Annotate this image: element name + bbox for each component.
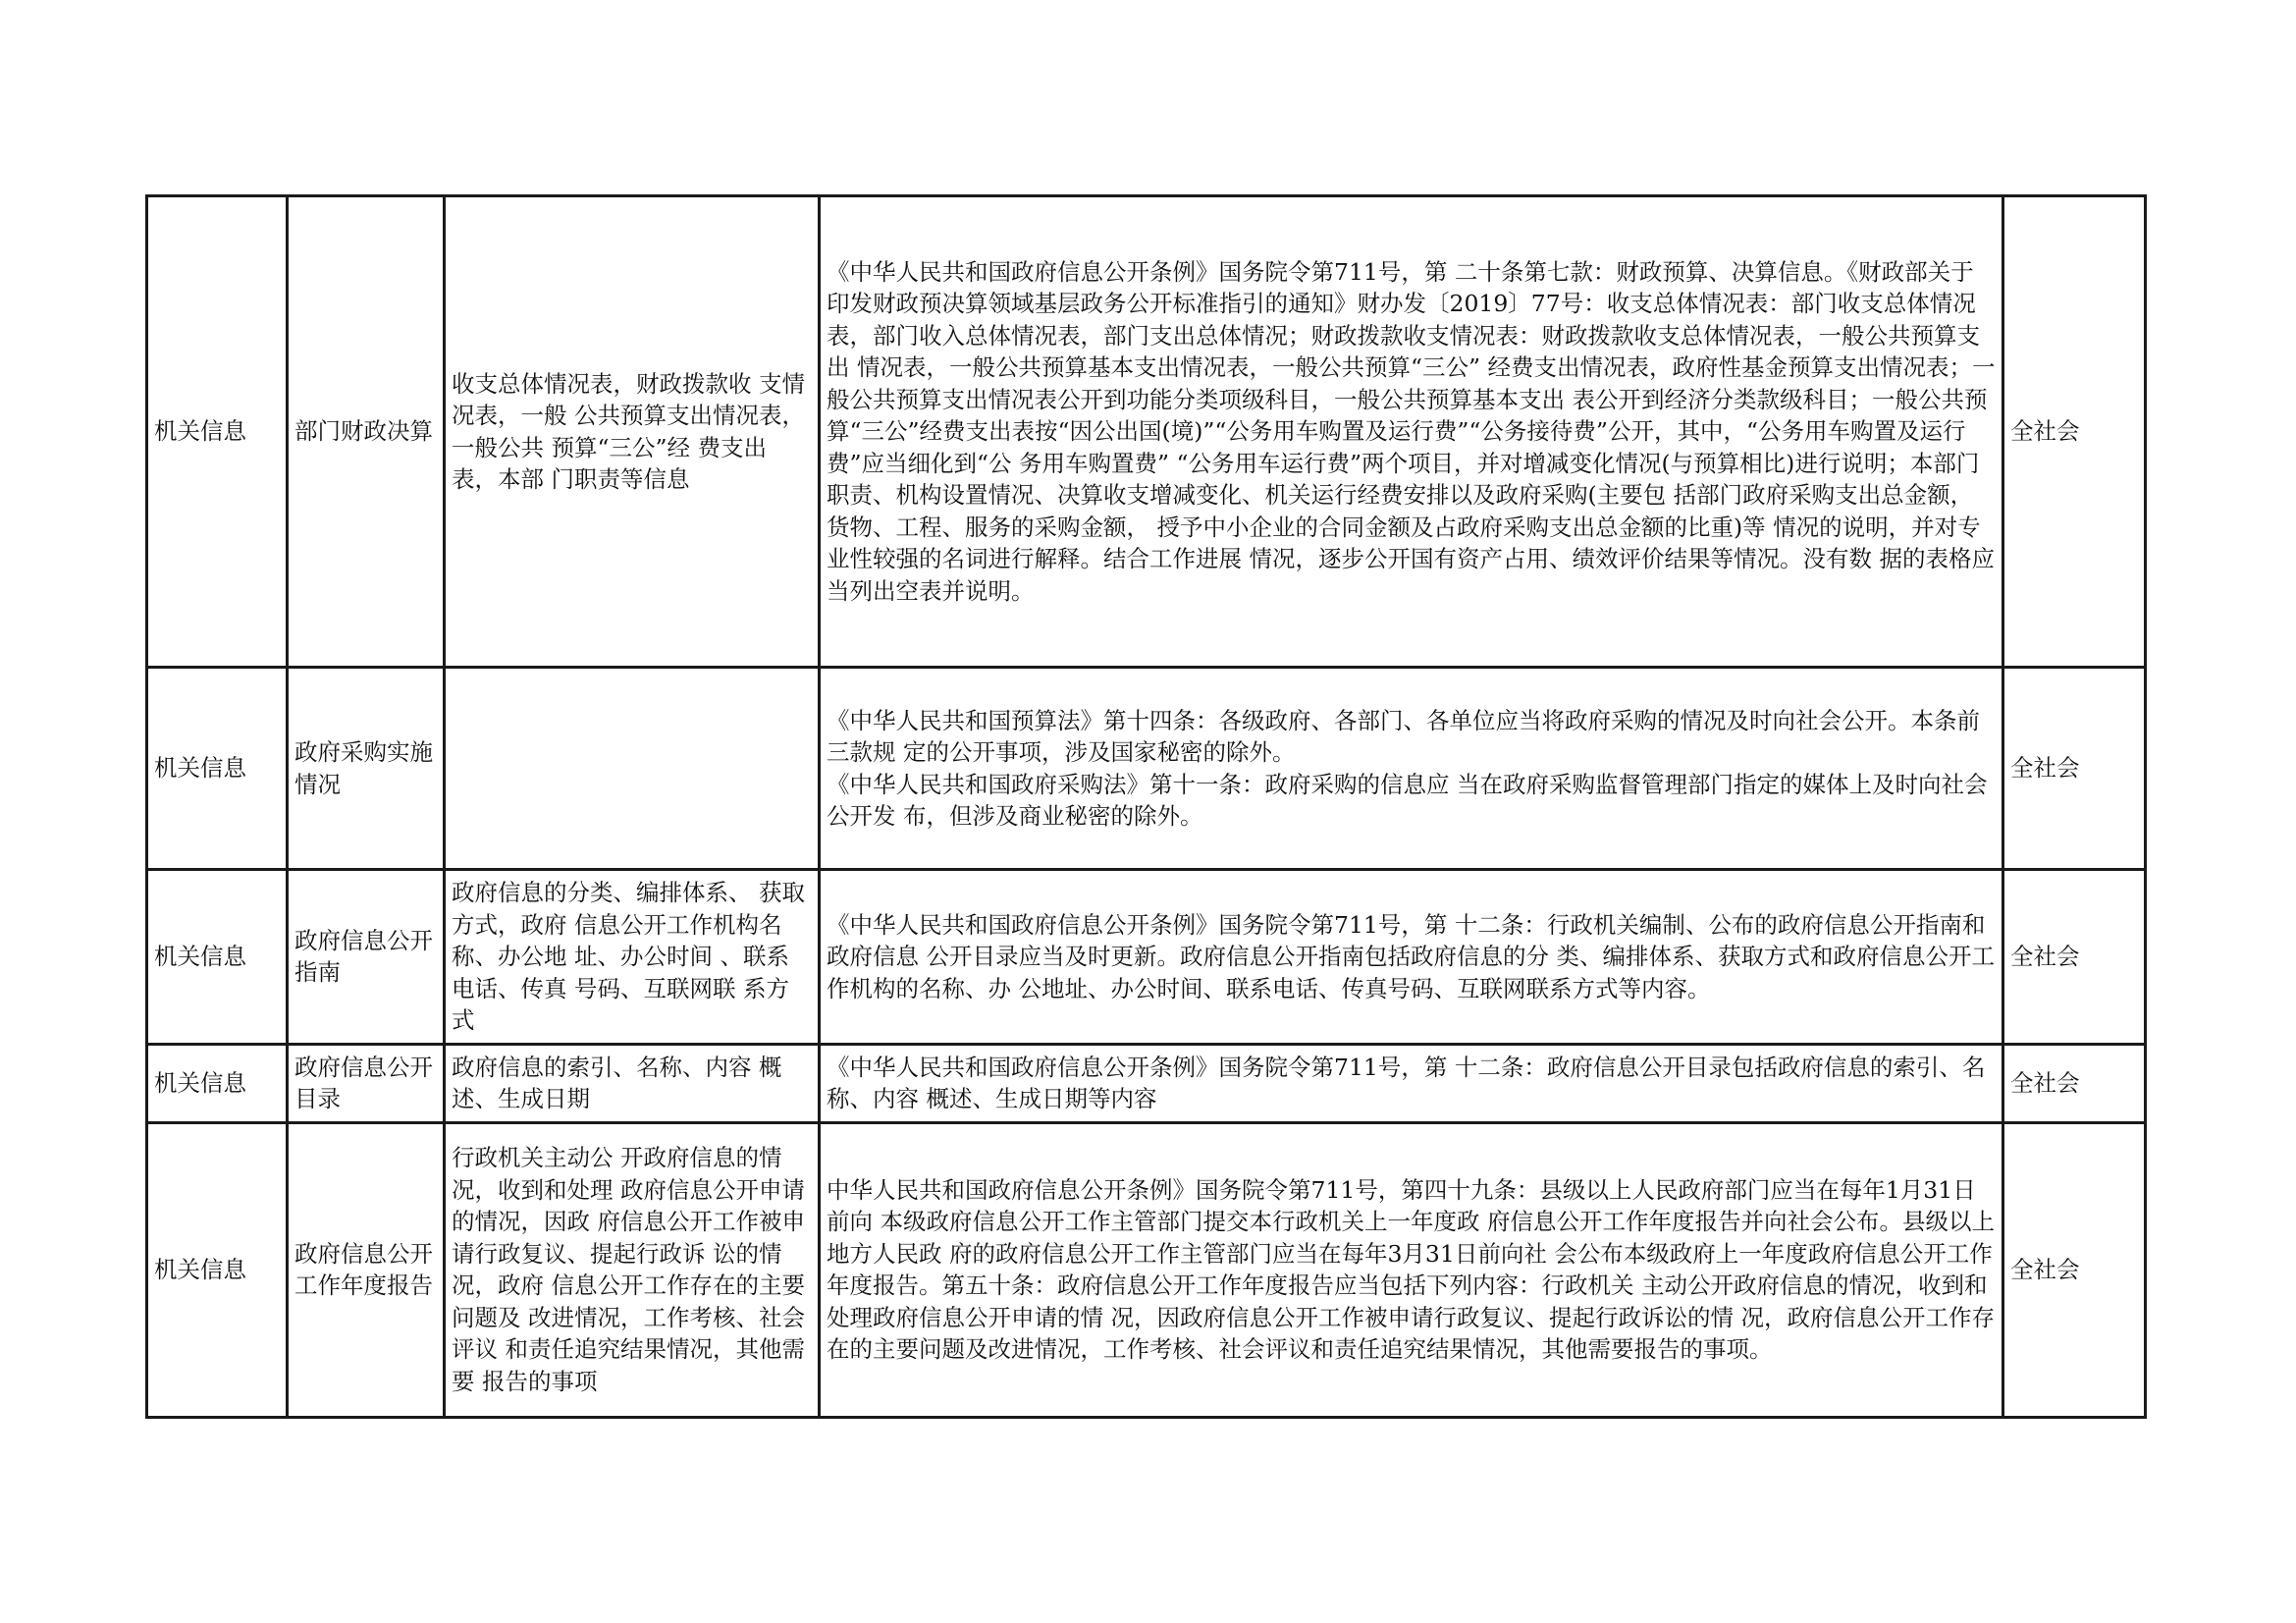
content-cell: 收支总体情况表，财政拨款收 支情况表，一般 公共预算支出情况表，一般公共 预算“三公”经 费支出表，本部 门职责等信息: [445, 196, 820, 668]
category-cell: 机关信息: [147, 196, 288, 668]
scope-cell: 全社会: [2003, 668, 2146, 870]
basis-cell: [820, 1122, 2003, 1417]
basis-cell: [820, 196, 2003, 668]
table-row: [147, 668, 2146, 870]
item-cell: 政府信息公开工作年度报告: [288, 1122, 445, 1417]
table-row: [147, 1044, 2146, 1122]
scope-cell: 全社会: [2003, 1044, 2146, 1122]
table-row: [147, 196, 2146, 668]
content-cell: 政府信息的索引、名称、内容 概述、生成日期: [445, 1044, 820, 1122]
basis-cell: [820, 1044, 2003, 1122]
basis-text: 《中华人民共和国政府信息公开条例》国务院令第711号，第 十二条：行政机关编制、公布的政府信息公开指南和政府信息 公开目录应当及时更新。政府信息公开指南包括政府信息的分 类、编排体系、获取方式和政府信息公开工作机构的名称、办 公地址、办公时间、联系电话、传真号码、互联网联系方式等内容。: [827, 910, 1995, 1002]
basis-text: 《中华人民共和国政府信息公开条例》国务院令第711号，第 二十条第七款：财政预算、决算信息。《财政部关于印发财政预决算领域基层政务公开标准指引的通知》财办发〔2019〕77号：收支总体情况表：部门收支总体情况表，部门收入总体情况表，部门支出总体情况；财政拨款收支情况表：财政拨款收支总体情况表，一般公共预算支出 情况表，一般公共预算基本支出情况表，一般公共预算“三公” 经费支出情况表，政府性基金预算支出情况表；一般公共预算支出情况表公开到功能分类项级科目，一般公共预算基本支出 表公开到经济分类款级科目；一般公共预算“三公”经费支出表按“因公出国(境)”“公务用车购置及运行费”“公务接待费”公开，其中，“公务用车购置及运行费”应当细化到“公 务用车购置费” “公务用车运行费”两个项目，并对增减变化情况(与预算相比)进行说明；本部门职责、机构设置情况、决算收支增减变化、机关运行经费安排以及政府采购(主要包 括部门政府采购支出总金额，货物、工程、服务的采购金额， 授予中小企业的合同金额及占政府采购支出总金额的比重)等 情况的说明，并对专业性较强的名词进行解释。结合工作进展 情况，逐步公开国有资产占用、绩效评价结果等情况。没有数 据的表格应当列出空表并说明。: [827, 257, 1996, 605]
content-cell: 政府信息的分类、编排体系、 获取方式，政府 信息公开工作机构名称、办公地 址、办公时间 、联系电话、传真 号码、互联网联 系方式: [445, 870, 820, 1045]
scope-cell: 全社会: [2003, 1122, 2146, 1417]
basis-text: 《中华人民共和国预算法》第十四条：各级政府、各部门、各单位应当将政府采购的情况及时向社会公开。本条前三款规 定的公开事项，涉及国家秘密的除外。: [827, 706, 1980, 766]
scope-cell: 全社会: [2003, 870, 2146, 1045]
content-cell: 行政机关主动公 开政府信息的情况，收到和处理 政府信息公开申请的情况，因政 府信息公开工作被申请行政复议、提起行政诉 讼的情况，政府 信息公开工作存在的主要问题及 改进情况，工作考核、社会评议 和责任追究结果情况，其他需要 报告的事项: [445, 1122, 820, 1417]
disclosure-table: [145, 194, 2147, 1419]
basis-text: 《中华人民共和国政府采购法》第十一条：政府采购的信息应 当在政府采购监督管理部门指定的媒体上及时向社会公开发 布，但涉及商业秘密的除外。: [827, 770, 1988, 830]
basis-cell: [820, 668, 2003, 870]
basis-cell: [820, 870, 2003, 1045]
table-row: [147, 1122, 2146, 1417]
basis-text: 中华人民共和国政府信息公开条例》国务院令第711号，第四十九条：县级以上人民政府部门应当在每年1月31日前向 本级政府信息公开工作主管部门提交本行政机关上一年度政 府信息公开工作年度报告并向社会公布。县级以上地方人民政 府的政府信息公开工作主管部门应当在每年3月31日前向社 会公布本级政府上一年度政府信息公开工作年度报告。第五十条：政府信息公开工作年度报告应当包括下列内容：行政机关 主动公开政府信息的情况，收到和处理政府信息公开申请的情 况，因政府信息公开工作被申请行政复议、提起行政诉讼的情 况，政府信息公开工作存在的主要问题及改进情况，工作考核、社会评议和责任追究结果情况，其他需要报告的事项。: [827, 1175, 1995, 1363]
basis-text: 《中华人民共和国政府信息公开条例》国务院令第711号，第 十二条：政府信息公开目录包括政府信息的索引、名称、内容 概述、生成日期等内容: [827, 1053, 1986, 1112]
content-cell: [445, 668, 820, 870]
scope-cell: 全社会: [2003, 196, 2146, 668]
category-cell: 机关信息: [147, 668, 288, 870]
item-cell: 政府信息公开目录: [288, 1044, 445, 1122]
table-row: [147, 870, 2146, 1045]
item-cell: 部门财政决算: [288, 196, 445, 668]
category-cell: 机关信息: [147, 1122, 288, 1417]
item-cell: 政府信息公开指南: [288, 870, 445, 1045]
category-cell: 机关信息: [147, 870, 288, 1045]
category-cell: 机关信息: [147, 1044, 288, 1122]
item-cell: 政府采购实施情况: [288, 668, 445, 870]
